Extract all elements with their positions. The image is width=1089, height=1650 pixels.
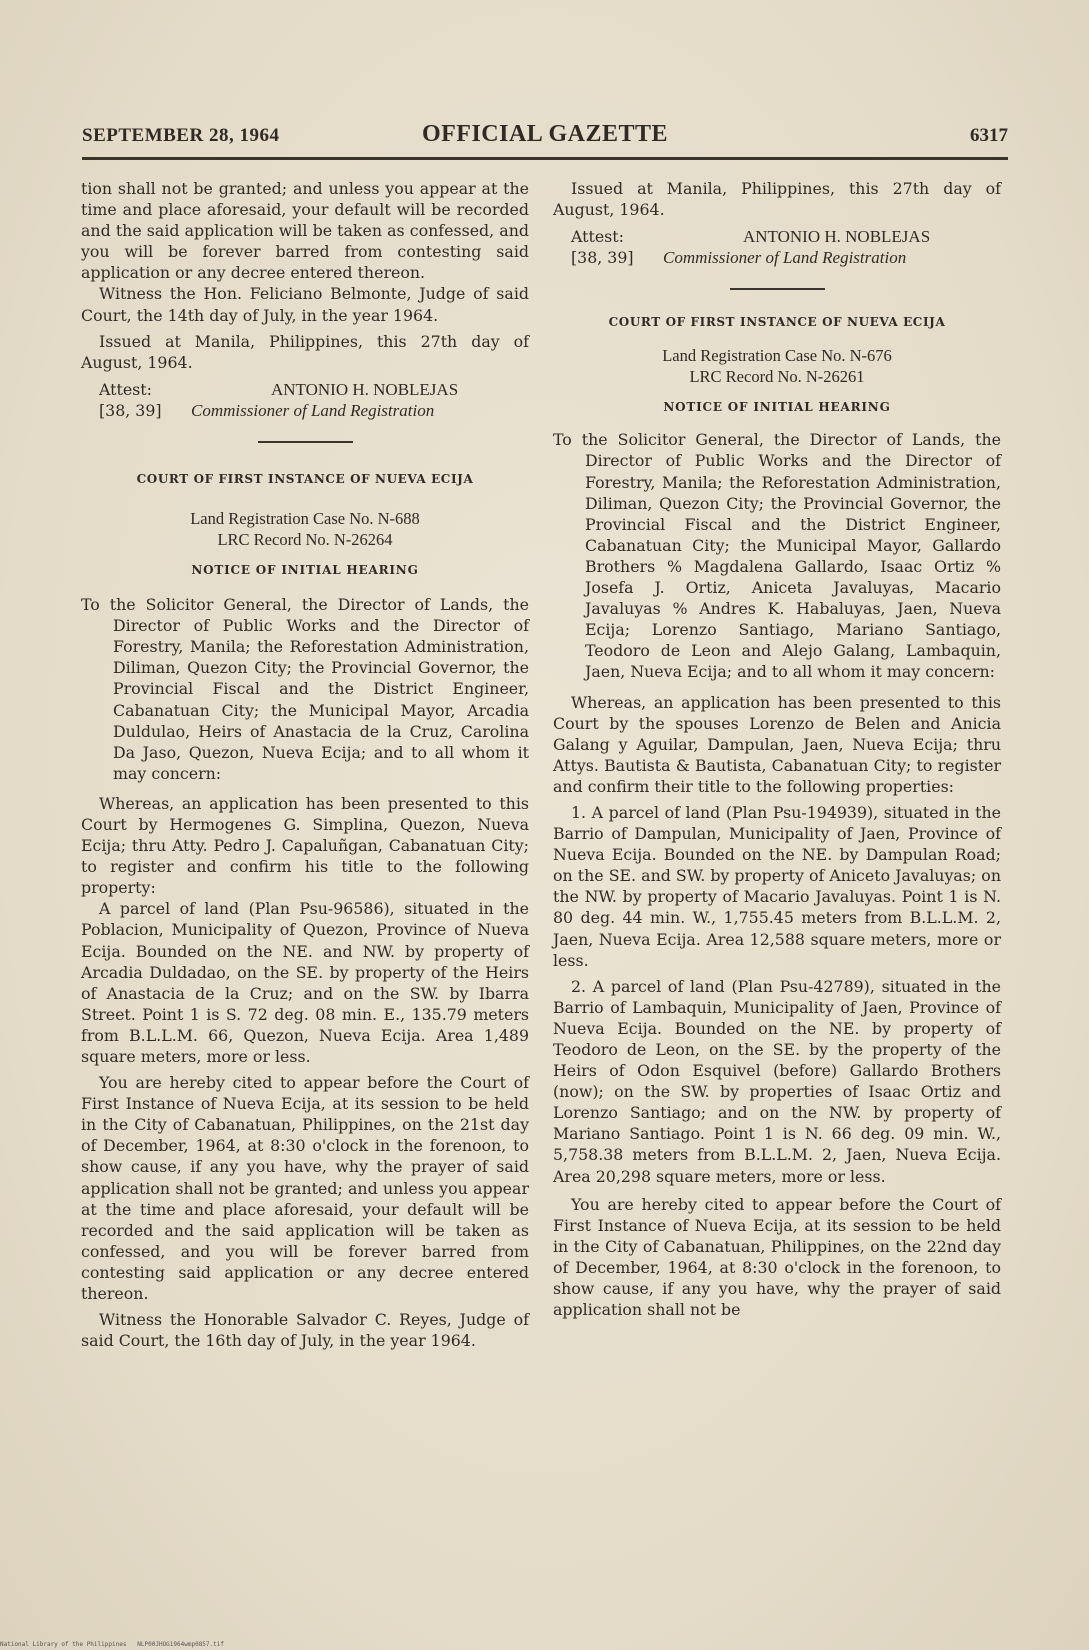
page-number: 6317 — [970, 125, 1008, 146]
attest-block — [81, 379, 529, 421]
addressees: To the Solicitor General, the Director of Lands, the Director of Public Works and the Director of Forestry, Manila; the Reforestation Administration, Diliman, Quezon City; the Provincial Governor, the Provincial Fiscal and the District Engineer, Cabanatuan City; the Municipal Mayor, Gallardo Brothers % Magdalena Gallardo, Isaac Ortiz % Josefa J. Ortiz, Aniceta Javaluyas, Macario Javaluyas % Andres K. Habaluyas, Jaen, Nueva Ecija; Lorenzo Santiago, Mariano Santiago, Teodoro de Leon and Alejo Galang, Lambaquin, Jaen, Nueva Ecija; and to all whom it may concern: — [553, 430, 1001, 682]
library-name: National Library of the Philippines — [0, 1641, 127, 1648]
attest-block — [553, 226, 1001, 268]
cited-paragraph: You are hereby cited to appear before the Court of First Instance of Nueva Ecija, at its session to be held in the City of Cabanatuan, Philippines, on the 22nd day of December, 1964, at 8:30 o'clock in the forenoon, to show cause, if any you have, why the prayer of said application shall not be — [553, 1194, 1001, 1320]
cited-paragraph: You are hereby cited to appear before the Court of First Instance of Nueva Ecija, at its session to be held in the City of Cabanatuan, Philippines, on the 21st day of December, 1964, at 8:30 o'clock in the forenoon, to show cause, if any you have, why the prayer of said application shall not be granted; and unless you appear at the time and place aforesaid, your default will be recorded and the said application will be taken as confessed, and you will be forever barred from contesting said application or any decree entered thereon. — [81, 1073, 529, 1304]
parcel-1-paragraph: 1. A parcel of land (Plan Psu-194939), situated in the Barrio of Dampulan, Municipality of Jaen, Province of Nueva Ecija. Bounded on the NE. by Dampulan Road; on the SE. and SW. by property of Aniceto Javaluyas; on the NW. by property of Macario Javaluyas. Point 1 is N. 80 deg. 44 min. W., 1,755.45 meters from B.L.L.M. 2, Jaen, Nueva Ecija. Area 12,588 square meters, more or less. — [553, 802, 1001, 970]
witness-paragraph: Witness the Hon. Feliciano Belmonte, Judge of said Court, the 14th day of July, in the year 1964. — [81, 284, 529, 325]
notice-heading: NOTICE OF INITIAL HEARING — [191, 562, 419, 577]
parcel-2-paragraph: 2. A parcel of land (Plan Psu-42789), situated in the Barrio of Lambaquin, Municipality of Jaen, Province of Nueva Ecija. Bounded on the NE. by property of Teodoro de Leon, on the SE. by the property of the Heirs of Odon Esquivel (before) Gallardo Brothers (now); on the SW. by properties of Isaac Ortiz and Lorenzo Santiago; and on the NW. by property of Mariano Santiago. Point 1 is N. 66 deg. 09 min. W., 5,758.38 meters from B.L.L.M. 2, Jaen, Nueva Ecija. Area 20,298 square meters, more or less. — [553, 976, 1001, 1186]
scan-footer — [0, 1641, 224, 1648]
scan-filename: NLP00JHOG1964wmp0857.tif — [137, 1641, 224, 1648]
header-rule — [82, 157, 1008, 160]
page-header — [82, 121, 1008, 153]
left-column — [81, 178, 529, 1351]
attest-name: ANTONIO H. NOBLEJAS — [743, 227, 931, 247]
whereas-paragraph: Whereas, an application has been presented to this Court by Hermogenes G. Simplina, Quezon, Nueva Ecija; thru Atty. Pedro J. Capaluñgan, Cabanatuan City; to register and confirm his title to the following property: — [81, 793, 529, 898]
court-heading: COURT OF FIRST INSTANCE OF NUEVA ECIJA — [608, 315, 946, 330]
case-number: Land Registration Case No. N-688 — [190, 508, 420, 528]
witness-paragraph-2: Witness the Honorable Salvador C. Reyes, Judge of said Court, the 16th day of July, in the year 1964. — [81, 1310, 529, 1351]
attest-label: Attest: — [571, 227, 624, 247]
section-divider — [258, 441, 353, 443]
whereas-paragraph: Whereas, an application has been presented to this Court by the spouses Lorenzo de Belen and Anicia Galang y Aguilar, Dampulan, Jaen, Nueva Ecija; thru Attys. Bautista & Bautista, Cabanatuan City; to register and confirm their title to the following properties: — [553, 692, 1001, 796]
attest-ref: [38, 39] — [99, 400, 162, 420]
addressees: To the Solicitor General, the Director of Lands, the Director of Public Works and the Director of Forestry, Manila; the Reforestation Administration, Diliman, Quezon City; the Provincial Governor, the Provincial Fiscal and the District Engineer, Cabanatuan City; the Municipal Mayor, Arcadia Duldulao, Heirs of Anastacia de la Cruz, Carolina Da Jaso, Quezon, Nueva Ecija; and to all whom it may concern: — [81, 595, 529, 783]
issued-paragraph: Issued at Manila, Philippines, this 27th day of August, 1964. — [81, 331, 529, 372]
lrc-record: LRC Record No. N-26261 — [689, 367, 865, 387]
case-number: Land Registration Case No. N-676 — [662, 346, 892, 366]
notice-heading: NOTICE OF INITIAL HEARING — [663, 400, 891, 415]
section-divider — [730, 288, 825, 290]
attest-label: Attest: — [99, 379, 152, 399]
right-column — [553, 178, 1001, 1320]
attest-ref: [38, 39] — [571, 248, 634, 268]
court-heading: COURT OF FIRST INSTANCE OF NUEVA ECIJA — [136, 471, 474, 486]
attest-title: Commissioner of Land Registration — [663, 248, 907, 268]
attest-title: Commissioner of Land Registration — [191, 400, 435, 420]
parcel-paragraph: A parcel of land (Plan Psu-96586), situated in the Poblacion, Municipality of Quezon, Province of Nueva Ecija. Bounded on the NE. and NW. by property of Arcadia Duldadao, on the SE. by property of the Heirs of Anastacia de la Cruz; and on the SW. by Ibarra Street. Point 1 is S. 72 deg. 08 min. E., 135.79 meters from B.L.L.M. 66, Quezon, Nueva Ecija. Area 1,489 square meters, more or less. — [81, 899, 529, 1066]
issued-paragraph: Issued at Manila, Philippines, this 27th day of August, 1964. — [553, 179, 1001, 220]
issue-date: SEPTEMBER 28, 1964 — [82, 125, 280, 146]
publication-title: OFFICIAL GAZETTE — [421, 121, 669, 147]
lrc-record: LRC Record No. N-26264 — [217, 529, 393, 549]
continued-paragraph: tion shall not be granted; and unless you appear at the time and place aforesaid, your default will be recorded and the said application will be taken as confessed, and you will be forever barred from contesting said application or any decree entered thereon. — [81, 179, 529, 283]
attest-name: ANTONIO H. NOBLEJAS — [271, 379, 459, 399]
